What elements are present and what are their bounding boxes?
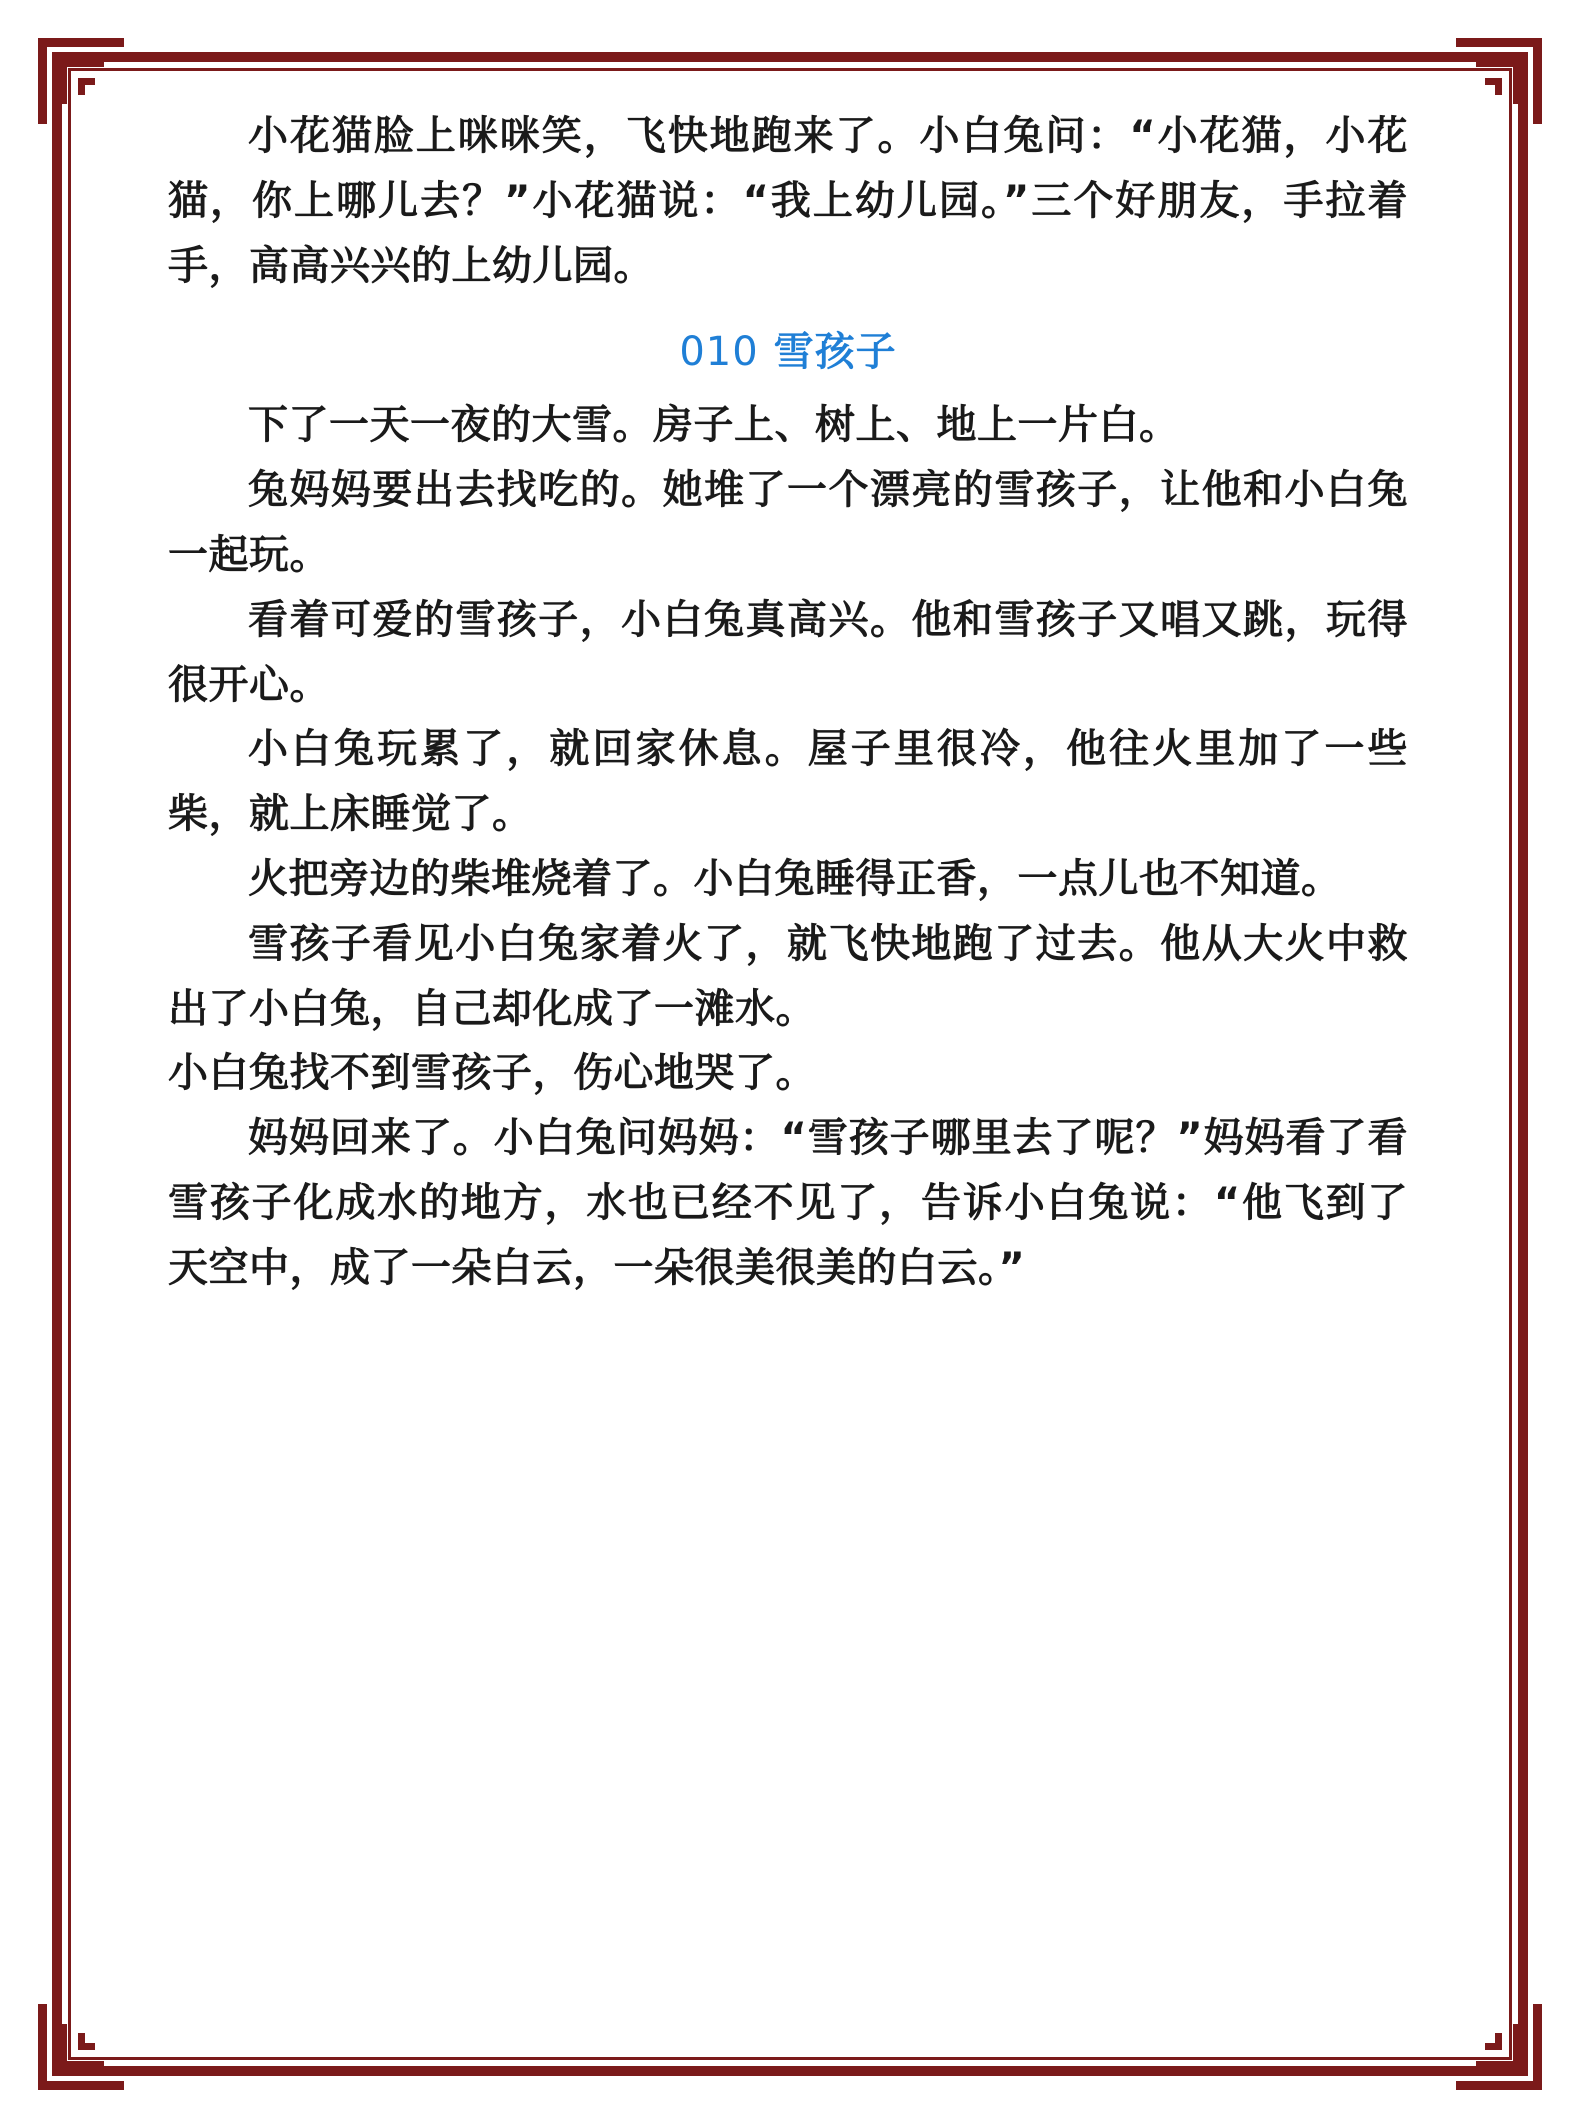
section-heading bbox=[168, 320, 1408, 377]
paragraph: 看着可爱的雪孩子，小白兔真高兴。他和雪孩子又唱又跳，玩得很开心。 bbox=[168, 596, 1408, 708]
paragraph: 小白兔玩累了，就回家休息。屋子里很冷，他往火里加了一些柴，就上床睡觉了。 bbox=[168, 726, 1408, 838]
corner-ornament-top-left-icon bbox=[38, 38, 124, 124]
paragraph: 小白兔找不到雪孩子，伤心地哭了。 bbox=[168, 1050, 816, 1097]
corner-ornament-bottom-left-icon bbox=[38, 2004, 124, 2090]
paragraph: 妈妈回来了。小白兔问妈妈：“雪孩子哪里去了呢？”妈妈看了看雪孩子化成水的地方，水也已经不见了，告诉小白兔说：“他飞到了天空中，成了一朵白云，一朵很美很美的白云。” bbox=[168, 1115, 1408, 1291]
paragraph: 下了一天一夜的大雪。房子上、树上、地上一片白。 bbox=[248, 402, 1180, 449]
paragraph: 火把旁边的柴堆烧着了。小白兔睡得正香，一点儿也不知道。 bbox=[248, 855, 1342, 902]
paragraph: 雪孩子看见小白兔家着火了，就飞快地跑了过去。他从大火中救出了小白兔，自己却化成了一滩水。 bbox=[168, 920, 1408, 1032]
document-body bbox=[168, 104, 1408, 1301]
paragraph-intro: 小花猫脸上咪咪笑，飞快地跑来了。小白兔问：“小花猫，小花猫，你上哪儿去？”小花猫说：“我上幼儿园。”三个好朋友，手拉着手，高高兴兴的上幼儿园。 bbox=[168, 113, 1408, 289]
section-number: 010 bbox=[679, 329, 759, 376]
corner-ornament-top-right-icon bbox=[1456, 38, 1542, 124]
corner-ornament-bottom-right-icon bbox=[1456, 2004, 1542, 2090]
paragraph: 兔妈妈要出去找吃的。她堆了一个漂亮的雪孩子，让他和小白兔一起玩。 bbox=[168, 467, 1408, 578]
section-title-text: 雪孩子 bbox=[773, 329, 897, 376]
